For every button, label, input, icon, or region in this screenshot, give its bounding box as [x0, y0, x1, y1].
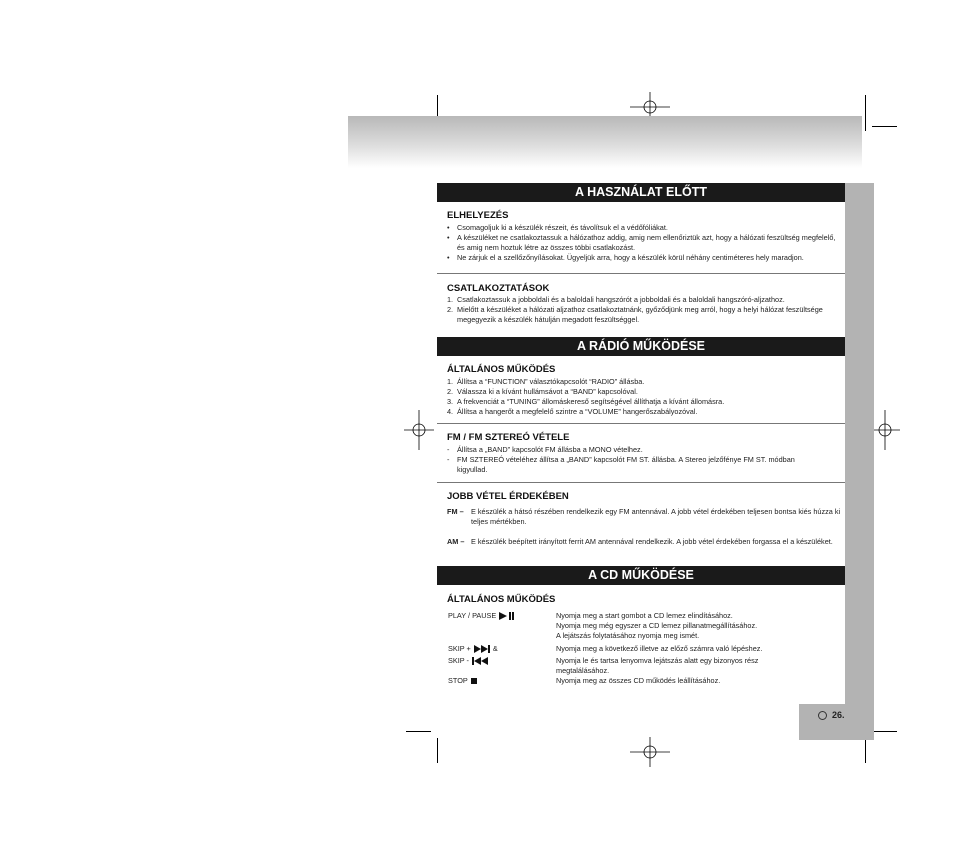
heading-better-reception: JOBB VÉTEL ÉRDEKÉBEN [447, 491, 569, 502]
header-gradient-band [348, 116, 862, 168]
fm-antenna-note: FM – E készülék a hátsó részében rendelkezik egy FM antennával. A jobb vétel érdekében teljesen bontsa kiés húzza ki teljes mértékben. [447, 507, 841, 526]
heading-cd-general: ÁLTALÁNOS MŰKÖDÉS [447, 594, 556, 605]
heading-connections: CSATLAKOZTATÁSOK [447, 283, 550, 294]
heading-radio-general: ÁLTALÁNOS MŰKÖDÉS [447, 364, 556, 375]
play-pause-description: Nyomja meg a start gombot a CD lemez elindításához. Nyomja meg még egyszer a CD lemez pillanatmegállításához. A lejátszás folytatásához nyomja meg ismét. [556, 611, 758, 640]
am-antenna-note: AM – E készülék beépített irányított ferrit AM antennával rendelkezik. A jobb vétel érdekében forgassa el a készüléket. [447, 537, 833, 546]
play-pause-icon [498, 612, 515, 620]
placement-list [447, 223, 843, 263]
skip-minus-description: Nyomja le és tartsa lenyomva lejátszás alatt egy bizonyos rész megtalálásához. [556, 656, 759, 675]
skip-back-icon [471, 657, 489, 665]
radio-general-list [447, 377, 843, 417]
stop-label: STOP [448, 676, 478, 686]
list-item: 2. Mielőtt a készüléket a hálózati aljzathoz csatlakoztatnánk, győződjünk meg arról, hogy a helyi hálózat feszültsége megegyezik a készülék hátulján megadott feszültséggel. [447, 305, 823, 324]
list-item: - FM SZTEREÓ vételéhez állítsa a „BAND” kapcsolót FM ST. állásba. A Stereo jelzőfénye FM ST. módban kigyullad. [447, 455, 795, 474]
list-item: • A készüléket ne csatlakoztassuk a hálózathoz addig, amig nem ellenőriztük azt, hogy a hálózati feszültség megfelelő, és amig nem hoztuk létre az összes többi csatlakozást. [447, 233, 836, 252]
heading-placement: ELHELYEZÉS [447, 210, 509, 221]
skip-forward-icon [473, 645, 491, 653]
list-item: 2. Válassza ki a kívánt hullámsávot a “BAND” kapcsolóval. [447, 387, 638, 396]
play-pause-label: PLAY / PAUSE [448, 611, 515, 621]
section-header-cd: A CD MŰKÖDÉSE [437, 566, 845, 585]
divider [437, 273, 845, 274]
registration-mark-right [870, 410, 900, 450]
list-item: 1. Csatlakoztassuk a jobboldali és a baloldali hangszórót a jobboldali és a baloldali hangszóró-aljzathoz. [447, 295, 785, 304]
list-item: 3. A frekvenciát a “TUNING” állomáskereső segítségével állíthatja a kívánt állomásra. [447, 397, 725, 406]
list-item: - Állítsa a „BAND” kapcsolót FM állásba a MONO vételhez. [447, 445, 643, 454]
section-header-radio: A RÁDIÓ MŰKÖDÉSE [437, 337, 845, 356]
divider [437, 423, 845, 424]
skip-plus-label: SKIP + & [448, 644, 498, 653]
stop-icon [470, 677, 478, 685]
page-number: 26. [818, 710, 845, 720]
stop-description: Nyomja meg az összes CD működés leállításához. [556, 676, 721, 685]
fm-stereo-list [447, 445, 817, 475]
list-item: 4. Állítsa a hangerőt a megfelelő szintre a “VOLUME” hangerőszabályozóval. [447, 407, 698, 416]
registration-mark-left [404, 410, 434, 450]
divider [437, 482, 845, 483]
skip-minus-label: SKIP - [448, 656, 489, 666]
language-circle-icon [818, 711, 827, 720]
list-item: 1. Állítsa a “FUNCTION” választókapcsolót “RADIO” állásba. [447, 377, 645, 386]
list-item: • Ne zárjuk el a szellőzőnyílásokat. Ügyeljük arra, hogy a készülék körül néhány centiméteres hely maradjon. [447, 253, 804, 262]
list-item: • Csomagoljuk ki a készülék részeit, és távolítsuk el a védőfóliákat. [447, 223, 668, 232]
heading-fm-stereo: FM / FM SZTEREÓ VÉTELE [447, 432, 570, 443]
registration-mark-bottom [630, 737, 670, 767]
skip-plus-description: Nyomja meg a következő illetve az előző számra való lépéshez. [556, 644, 763, 653]
section-header-before-use: A HASZNÁLAT ELŐTT [437, 183, 845, 202]
side-tab [845, 183, 874, 704]
connections-list [447, 295, 843, 325]
